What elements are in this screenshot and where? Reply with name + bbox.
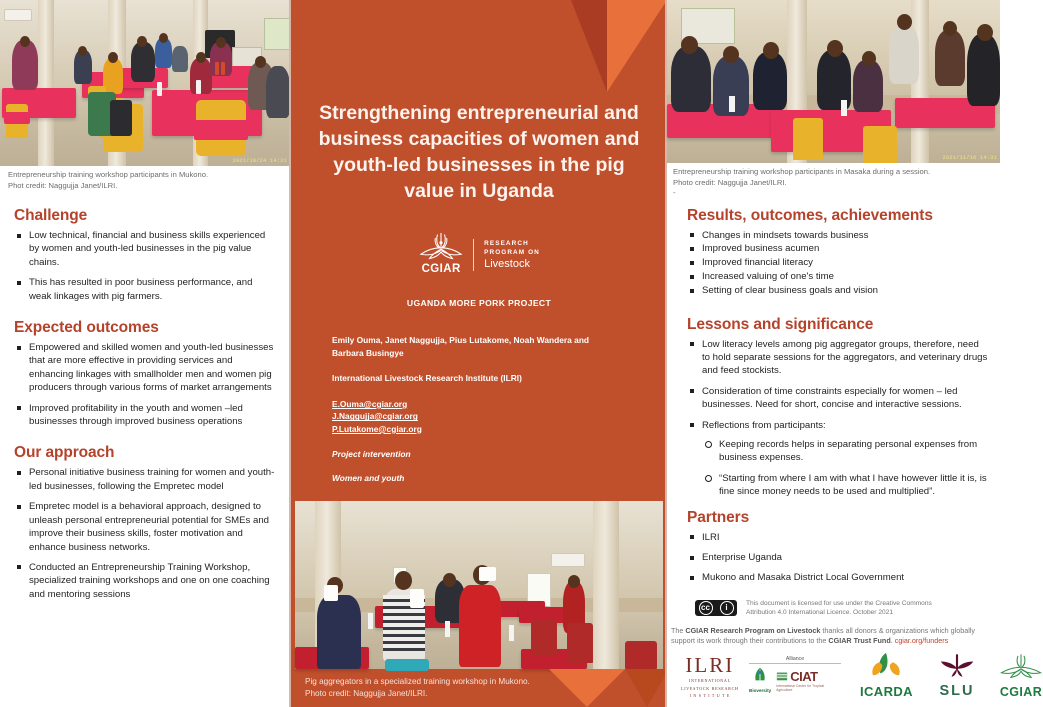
email-anchor[interactable]: E.Ouma@cgiar.org <box>332 399 408 409</box>
held-paper <box>324 585 338 601</box>
bioversity-logo <box>749 667 771 693</box>
donor-mid: thanks all donors & organizations which globally support its work through their contributions to the <box>671 626 976 646</box>
our-approach-heading: Our approach <box>14 444 115 462</box>
list-item: Increased valuing of one's time <box>687 270 988 283</box>
donor-bold-2: CGIAR Trust Fund <box>828 636 891 646</box>
license-line: Attribution 4.0 International Licence. October 2021 <box>746 609 893 617</box>
caption-line: Photo credit: Naggujja Janet/ILRI. <box>673 177 787 187</box>
list-item: Conducted an Entrepreneurship Training Workshop, specialized training workshops and one on one coaching and mentoring sessions <box>14 561 276 601</box>
partners-heading: Partners <box>687 508 750 526</box>
lessons-list <box>687 338 988 499</box>
section-partners <box>667 509 1000 585</box>
list-item: This has resulted in poor business performance, and weak linkages with pig farmers. <box>14 276 276 303</box>
water-bottle <box>368 613 373 629</box>
photo-top-right <box>667 0 1000 163</box>
water-bottle <box>196 80 201 94</box>
cgiar-logo-lockup <box>291 232 667 278</box>
person <box>317 595 361 669</box>
partner-logo-strip <box>667 651 1043 703</box>
pillar <box>593 501 619 669</box>
list-item: ILRI <box>687 531 988 544</box>
list-item-label: Reflections from participants: <box>702 419 826 431</box>
person <box>131 42 155 82</box>
cgiar-partner-icon <box>999 653 1043 680</box>
chair <box>863 126 897 163</box>
email-link[interactable] <box>332 398 622 410</box>
person <box>967 34 1000 106</box>
list-item: Changes in mindsets towards business <box>687 229 988 242</box>
water-bottle <box>509 625 514 641</box>
list-item: Setting of clear business goals and vision <box>687 284 988 297</box>
program-line-2: PROGRAM ON <box>484 249 540 256</box>
person-head <box>395 571 412 590</box>
decorative-triangle-bottom-light <box>549 669 625 707</box>
icarda-logo <box>860 651 913 699</box>
person <box>753 52 787 110</box>
list-item: Low technical, financial and business skills experienced by women and youth-led businesses in the pig value chains. <box>14 229 276 269</box>
list-item: Mukono and Masaka District Local Government <box>687 571 988 584</box>
projector-screen <box>264 18 292 50</box>
our-approach-list <box>14 466 276 601</box>
pillar <box>38 0 54 166</box>
person-head <box>977 24 993 41</box>
person-head <box>943 21 957 36</box>
bottle <box>221 62 225 75</box>
teal-bag <box>385 659 429 671</box>
list-item: Personal initiative business training for women and youth-led businesses, following the Empretec model <box>14 466 276 493</box>
lessons-heading: Lessons and significance <box>687 315 874 333</box>
program-line-1: RESEARCH <box>484 240 529 247</box>
person-head <box>255 56 266 68</box>
lessons-sublist <box>702 438 988 499</box>
person <box>889 24 919 84</box>
chair <box>567 623 593 663</box>
challenge-heading: Challenge <box>14 207 88 224</box>
water-bottle <box>729 96 735 112</box>
person <box>853 60 883 112</box>
right-column <box>667 0 1000 707</box>
list-item <box>687 419 988 499</box>
chair-seat <box>194 120 248 140</box>
email-anchor[interactable]: P.Lutakome@cgiar.org <box>332 423 422 434</box>
chair-seat <box>4 112 30 124</box>
license-line: This document is licensed for use under the Creative Commons <box>746 599 932 607</box>
photo-top-right-caption <box>667 163 1000 199</box>
email-list <box>332 398 622 435</box>
cc-by-icon: i <box>720 601 734 615</box>
person-head <box>20 36 30 47</box>
slu-icon <box>939 654 975 678</box>
person-head <box>216 37 226 48</box>
air-conditioner <box>551 553 585 567</box>
person-head <box>159 33 168 43</box>
alliance-logo-row <box>749 667 841 693</box>
bioversity-wordmark: Bioversity <box>749 688 772 693</box>
email-link[interactable] <box>332 410 622 422</box>
project-name: UGANDA MORE PORK PROJECT <box>406 298 552 308</box>
list-item: Consideration of time constraints especially for women – led businesses. Need for short, concise and interactive sessions. <box>687 385 988 412</box>
person <box>12 40 38 90</box>
alliance-logo <box>749 656 841 693</box>
list-item: Improved financial literacy <box>687 256 988 269</box>
list-item: Empowered and skilled women and youth-led businesses that are more effective in providing services and enhancing linkages with smallholder men and women pig producers through various forms of market arrangements <box>14 341 276 395</box>
person <box>103 58 123 94</box>
ilri-sub-2: LIVESTOCK RESEARCH <box>681 685 739 691</box>
held-paper <box>410 589 424 608</box>
person <box>172 46 188 72</box>
section-lessons <box>667 316 1000 499</box>
backpack <box>110 100 132 136</box>
slu-wordmark: SLU <box>939 683 975 699</box>
ciat-logo <box>776 669 841 692</box>
email-link[interactable] <box>332 423 622 435</box>
person <box>671 46 711 112</box>
photo-timestamp: 2021/10/24 14:31 <box>232 158 287 164</box>
email-anchor[interactable]: J.Naggujja@cgiar.org <box>332 411 418 422</box>
research-program-text <box>473 239 540 271</box>
person <box>266 66 290 118</box>
decorative-triangle-bottom-dark <box>625 669 669 707</box>
sub-list-item: “Starting from where I am with what I have however little it is, is fine since money needs to be used and multiplied”. <box>702 472 988 499</box>
person <box>459 585 501 667</box>
funders-link[interactable]: cgiar.org/funders <box>894 636 949 646</box>
license-text <box>746 599 932 617</box>
affiliation: International Livestock Research Institute (ILRI) <box>332 373 522 383</box>
cgiar-wordmark: CGIAR <box>421 263 461 275</box>
person <box>935 30 965 86</box>
alliance-label: Alliance <box>749 656 841 664</box>
chair <box>625 641 657 669</box>
ciat-icon <box>776 670 788 682</box>
slu-logo <box>939 654 975 699</box>
ilri-sub-1: INTERNATIONAL <box>688 678 731 684</box>
water-bottle <box>445 621 450 637</box>
icarda-icon <box>867 651 905 679</box>
photo-center-bottom <box>295 501 663 669</box>
program-line-3: Livestock <box>484 258 530 270</box>
person-head <box>137 36 147 47</box>
license-row <box>667 599 1000 617</box>
cgiar-partner-logo <box>999 653 1043 699</box>
expected-outcomes-list <box>14 341 276 428</box>
caption-line: Entrepreneurship training workshop participants in Mukono. <box>8 170 209 179</box>
section-our-approach <box>0 444 290 601</box>
left-column <box>0 0 290 707</box>
caption-line: Entrepreneurship training workshop participants in Masaka during a session. <box>673 167 931 176</box>
caption-line: Photo credit: Naggujja Janet/ILRI. <box>305 688 428 698</box>
person-head <box>827 40 843 57</box>
person-head <box>196 52 206 63</box>
photo-top-left <box>0 0 290 166</box>
person-head <box>568 575 580 588</box>
creative-commons-icon <box>695 600 737 616</box>
section-challenge <box>0 207 290 303</box>
person-head <box>723 46 739 63</box>
bottle <box>215 62 219 75</box>
expected-outcomes-heading: Expected outcomes <box>14 319 159 337</box>
list-item: Improved profitability in the youth and women –led businesses through improved business operations <box>14 402 276 429</box>
sub-list-item: Keeping records helps in separating personal expenses from business expenses. <box>702 438 988 465</box>
icarda-wordmark: ICARDA <box>860 684 913 699</box>
poster-title: Strengthening entrepreneurial and business capacities of women and youth-led businesses in the pig value in Uganda <box>318 102 640 202</box>
person-head <box>897 14 912 30</box>
caption-line: Pig aggregators in a specialized training workshop in Mukono. <box>305 677 530 686</box>
ilri-logo <box>681 655 739 699</box>
list-item: Improved business acumen <box>687 242 988 255</box>
photo-top-left-caption <box>0 166 290 191</box>
person-head <box>681 36 698 54</box>
list-item: Empretec model is a behavioral approach, designed to unleash personal entrepreneurial potential for SMEs and improve their business skills, foster motivation and enhance business networks. <box>14 500 276 554</box>
section-expected-outcomes <box>0 319 290 428</box>
person-head <box>862 51 876 66</box>
donor-post: . <box>890 636 895 646</box>
caption-line: - <box>673 188 676 197</box>
water-bottle <box>157 82 162 96</box>
ilri-sub-3: I N S T I T U T E <box>689 693 731 699</box>
author-list: Emily Ouma, Janet Naggujja, Pius Lutakome, Noah Wandera and Barbara Busingye <box>332 335 590 358</box>
partners-list <box>687 531 988 585</box>
decorative-triangle-light <box>607 0 667 92</box>
person-head <box>78 46 87 56</box>
cgiar-logo-icon <box>418 232 464 278</box>
person-head <box>108 52 118 63</box>
chair <box>531 619 557 655</box>
list-item: Low literacy levels among pig aggregator groups, therefore, need to hold separate sessions for the aggregators, and veterinary drugs and feed stockists. <box>687 338 988 378</box>
water-bottle <box>841 100 847 116</box>
results-list <box>687 229 988 298</box>
chair <box>793 118 823 160</box>
section-results <box>667 207 1000 298</box>
person-head <box>763 42 779 59</box>
caption-line: Phot credit: Naggujja Janet/ILRI. <box>8 180 118 190</box>
person-head <box>443 573 456 587</box>
ilri-wordmark: ILRI <box>685 653 735 678</box>
ciat-wordmark: CIAT <box>790 668 818 684</box>
project-intervention-value: Women and youth <box>332 473 405 483</box>
air-conditioner <box>4 9 32 21</box>
list-item: Enterprise Uganda <box>687 551 988 564</box>
ciat-subtitle: International Center for Tropical Agriculture <box>776 683 825 692</box>
project-intervention-label: Project intervention <box>332 449 411 459</box>
center-column <box>291 0 667 707</box>
donor-pre: The <box>671 626 686 636</box>
cc-circle-icon: cc <box>699 601 713 615</box>
bioversity-icon <box>750 667 770 683</box>
donor-bold-1: CGIAR Research Program on Livestock <box>685 626 821 636</box>
donor-acknowledgement <box>667 626 1000 646</box>
cgiar-partner-wordmark: CGIAR <box>999 685 1043 699</box>
results-heading: Results, outcomes, achievements <box>687 206 933 224</box>
held-paper <box>479 567 496 581</box>
challenge-list <box>14 229 276 303</box>
person <box>190 58 212 94</box>
photo-timestamp: 2021/11/16 14:31 <box>942 155 997 161</box>
